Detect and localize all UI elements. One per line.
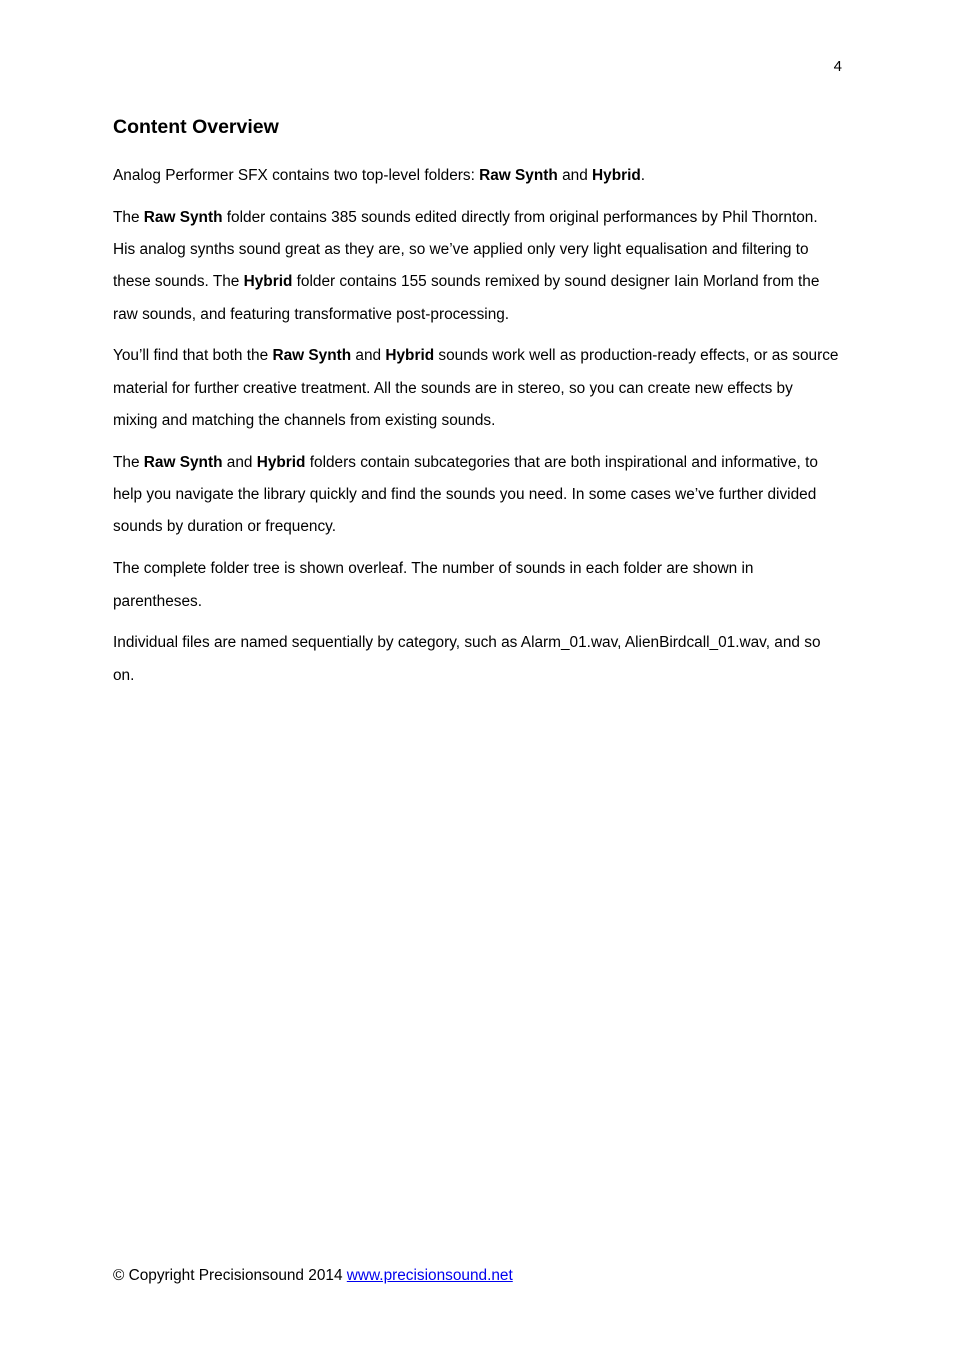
paragraph-run-bold: Hybrid [243, 273, 293, 291]
paragraph-run: folder contains 385 sounds edited directly from original performances by Phil Thornton. His analog synths sound great as they are, so we’ve applied only very light equalisation and filtering to these sounds. The [113, 208, 818, 291]
paragraph-run-bold: Hybrid [256, 453, 306, 471]
paragraph-run: and [351, 347, 386, 365]
paragraph-5 [113, 553, 841, 618]
paragraph-run: The [113, 208, 144, 226]
paragraph-run: and [222, 453, 257, 471]
section-heading: Content Overview [113, 116, 279, 138]
paragraph-run: and [557, 167, 593, 184]
paragraph-run-bold: Raw Synth [479, 167, 558, 184]
paragraph-run-bold: Raw Synth [143, 453, 223, 471]
paragraph-run-bold: Raw Synth [143, 208, 223, 226]
paragraph-run: . [640, 167, 646, 184]
website-link[interactable]: www.precisionsound.net [346, 1267, 513, 1284]
paragraph-run: The complete folder tree is shown overleaf. The number of sounds in each folder are shown in parentheses. [113, 560, 754, 610]
paragraph-run: The [113, 453, 144, 471]
paragraph-run: folders contain subcategories that are both inspirational and informative, to help you navigate the library quickly and find the sounds you need. In some cases we’ve further divided sounds by duration or frequency. [113, 453, 818, 536]
page-number: 4 [833, 58, 842, 75]
paragraph-run-bold: Hybrid [592, 167, 641, 184]
paragraph-6 [113, 627, 841, 692]
copyright-text: © Copyright Precisionsound 2014 [113, 1267, 347, 1284]
paragraph-run-bold: Raw Synth [272, 347, 352, 365]
paragraph-1 [113, 160, 841, 192]
paragraph-run: folder contains 155 sounds remixed by sound designer Iain Morland from the raw sounds, and featuring transformative post-processing. [113, 273, 820, 323]
paragraph-2 [113, 202, 841, 331]
paragraph-4 [113, 447, 841, 544]
page-footer [113, 1265, 513, 1287]
paragraph-run: sounds work well as production-ready effects, or as source material for further creative treatment. All the sounds are in stereo, so you can create new effects by mixing and matching the channels from existing sounds. [113, 347, 839, 430]
paragraph-run: Individual files are named sequentially by category, such as Alarm_01.wav, AlienBirdcall_01.wav, and so on. [113, 634, 821, 684]
paragraph-run: You’ll find that both the [113, 347, 273, 365]
document-body [113, 114, 841, 701]
paragraph-run: Analog Performer SFX contains two top-level folders: [113, 167, 480, 184]
paragraph-3 [113, 340, 841, 437]
paragraph-run-bold: Hybrid [385, 347, 435, 365]
